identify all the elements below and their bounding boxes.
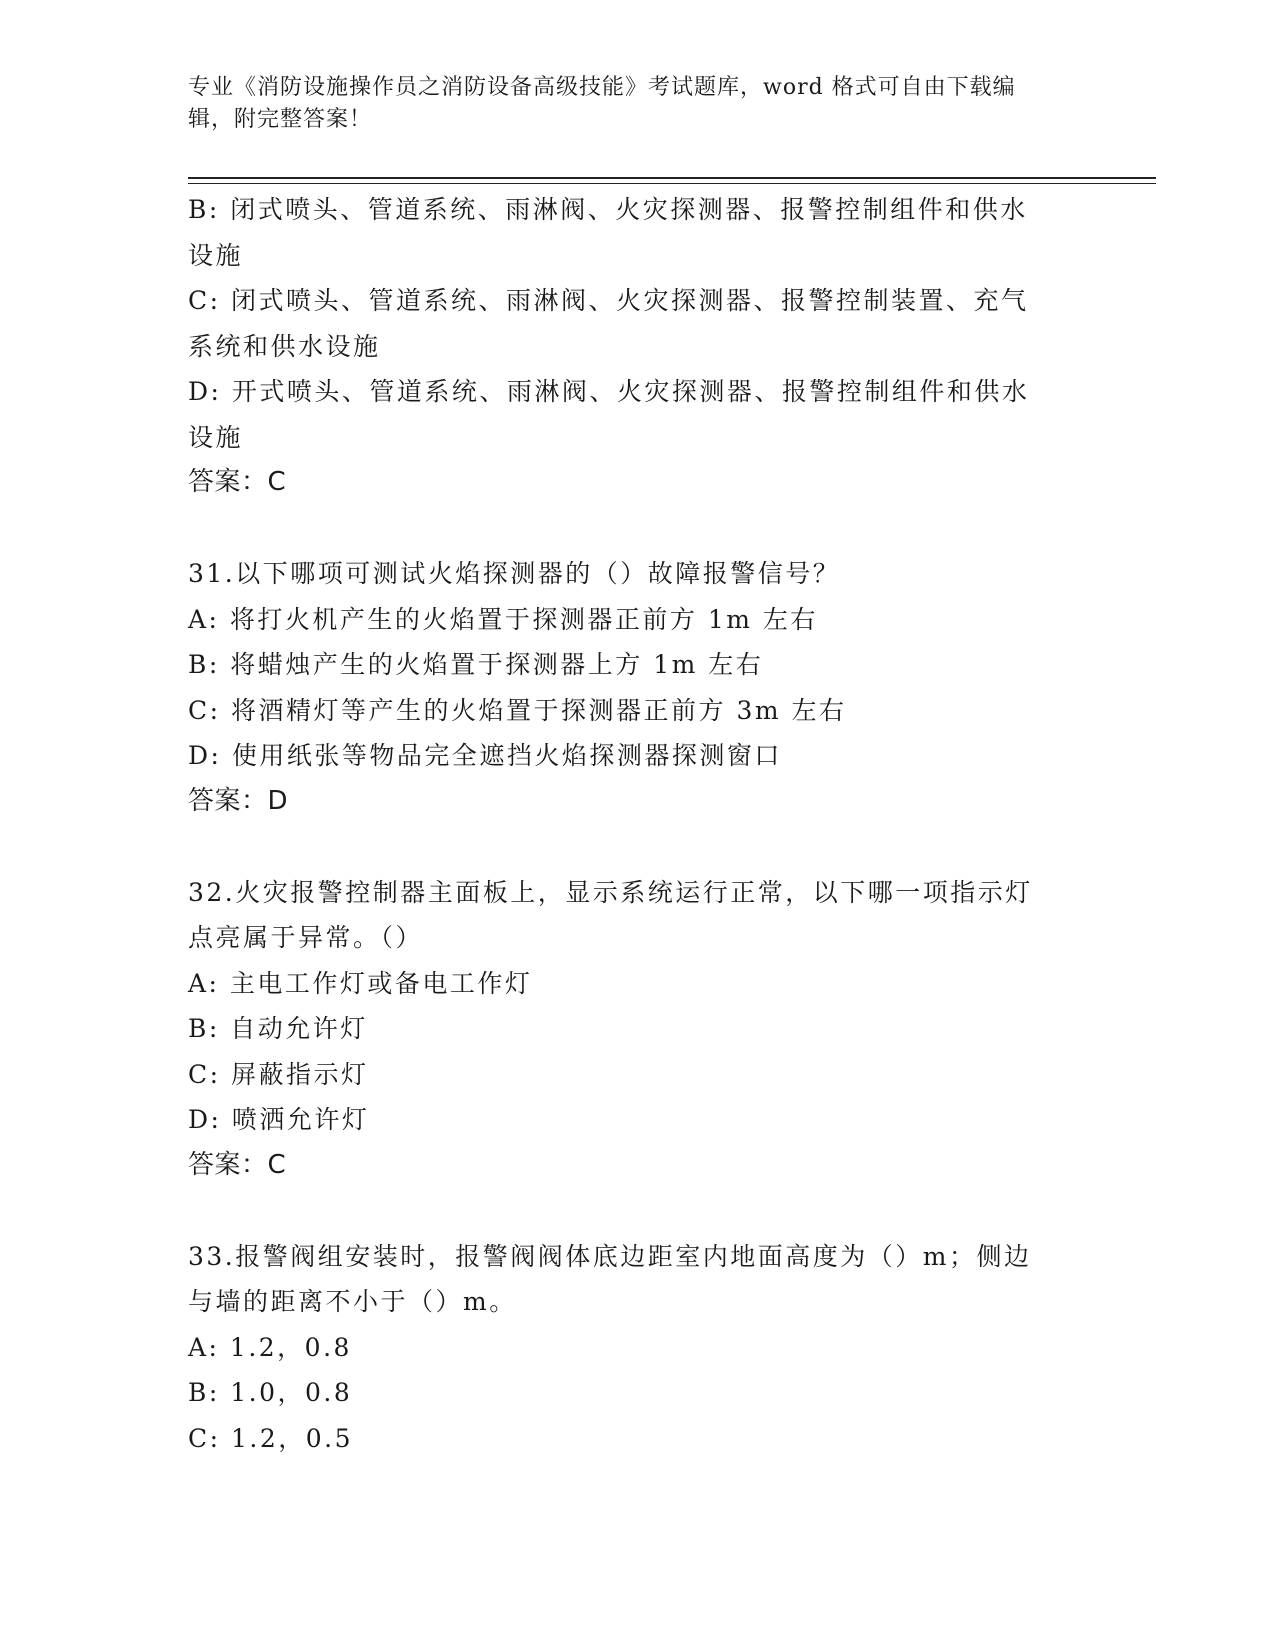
answer: 答案：C xyxy=(188,1149,287,1180)
header-divider-thin xyxy=(188,183,1156,184)
document-header xyxy=(188,72,1088,136)
spacer xyxy=(188,1188,1088,1234)
answer: 答案：D xyxy=(188,785,289,816)
option-b: B: 1.0，0.8 xyxy=(188,1378,353,1407)
header-divider-thick xyxy=(188,177,1156,179)
option-b: B: 闭式喷头、管道系统、雨淋阀、火灾探测器、报警控制组件和供水 xyxy=(188,195,1028,224)
question-stem: 33.报警阀组安装时，报警阀阀体底边距室内地面高度为（）m；侧边 xyxy=(188,1241,1032,1271)
header-line-1: 专业《消防设施操作员之消防设备高级技能》考试题库，word 格式可自由下载编 xyxy=(188,75,1016,100)
question-stem: 31.以下哪项可测试火焰探测器的（）故障报警信号？ xyxy=(188,559,841,588)
option-d: D: 喷洒允许灯 xyxy=(188,1105,370,1134)
option-c: C: 闭式喷头、管道系统、雨淋阀、火灾探测器、报警控制装置、充气 xyxy=(188,286,1029,315)
option-d-cont: 设施 xyxy=(188,422,244,452)
option-b: B: 将蜡烛产生的火焰置于探测器上方 1m 左右 xyxy=(188,650,764,679)
option-c: C: 1.2，0.5 xyxy=(188,1423,354,1453)
document-body xyxy=(188,187,1088,1461)
option-d: D: 开式喷头、管道系统、雨淋阀、火灾探测器、报警控制组件和供水 xyxy=(188,377,1030,406)
question-stem-cont: 点亮属于异常。（） xyxy=(188,923,424,952)
answer: 答案：C xyxy=(188,467,287,497)
option-c: C: 屏蔽指示灯 xyxy=(188,1059,369,1089)
header-line-2: 辑，附完整答案！ xyxy=(188,107,373,132)
option-b-cont: 设施 xyxy=(188,240,244,270)
question-stem: 32.火灾报警控制器主面板上，显示系统运行正常，以下哪一项指示灯 xyxy=(188,877,1033,907)
spacer xyxy=(188,824,1088,870)
option-a: A: 1.2，0.8 xyxy=(188,1332,352,1362)
question-30-tail xyxy=(188,187,1088,506)
question-33 xyxy=(188,1234,1088,1462)
option-d: D: 使用纸张等物品完全遮挡火焰探测器探测窗口 xyxy=(188,741,782,770)
spacer xyxy=(188,506,1088,552)
option-c: C: 将酒精灯等产生的火焰置于探测器正前方 3m 左右 xyxy=(188,695,847,725)
question-32 xyxy=(188,870,1088,1189)
option-a: A: 主电工作灯或备电工作灯 xyxy=(188,968,533,998)
option-b: B: 自动允许灯 xyxy=(188,1014,368,1043)
option-c-cont: 系统和供水设施 xyxy=(188,331,381,361)
option-a: A: 将打火机产生的火焰置于探测器正前方 1m 左右 xyxy=(188,604,818,634)
question-stem-cont: 与墙的距离不小于（）m。 xyxy=(188,1287,517,1316)
question-31 xyxy=(188,551,1088,824)
